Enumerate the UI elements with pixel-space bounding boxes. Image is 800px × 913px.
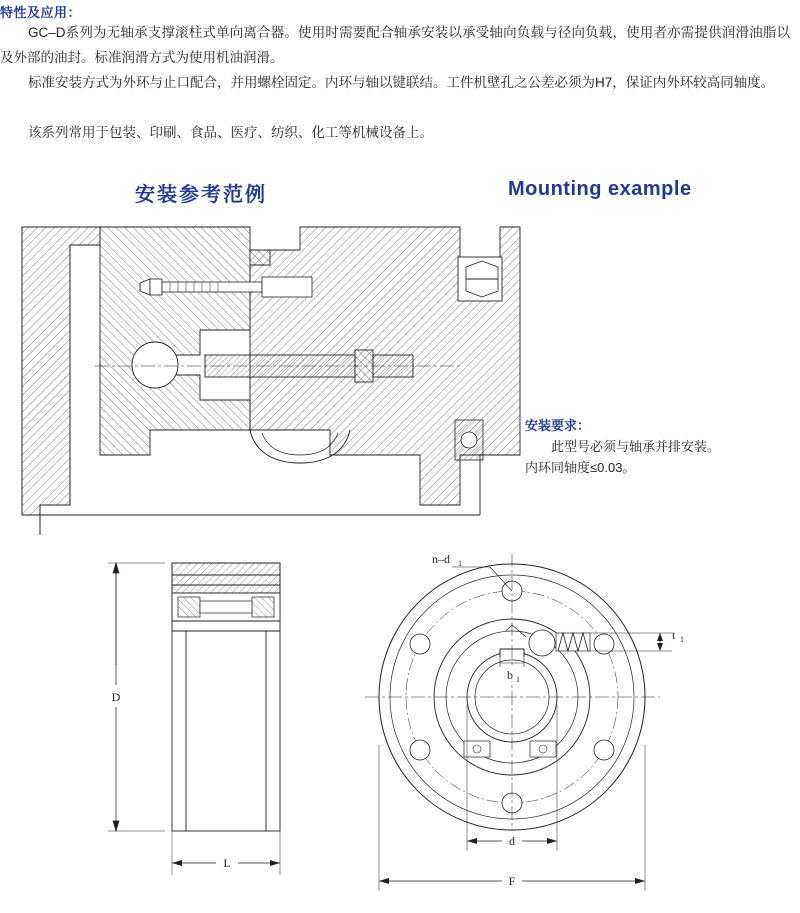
mounting-example-drawing bbox=[0, 205, 540, 535]
label-flange-diameter: F bbox=[508, 874, 516, 888]
label-bore: d bbox=[509, 834, 515, 848]
install-requirement-line2: 内环同轴度≤0.03。 bbox=[525, 460, 636, 475]
mounting-heading-en: Mounting example bbox=[508, 178, 692, 200]
install-requirement-title: 安装要求： bbox=[525, 418, 591, 433]
paragraph-features: GC–D系列为无轴承支撑滚柱式单向离合器。使用时需要配合轴承安装以承受轴向负载与径向负载，使用者亦需提供润滑油脂以及外部的油封。标准润滑方式为使用机油润滑。 bbox=[0, 25, 790, 65]
paragraph-installation: 标准安装方式为外环与止口配合，并用螺栓固定。内环与轴以键联结。工件机壁孔之公差必须为H7，保证内外环较高同轴度。 bbox=[28, 75, 775, 90]
label-bolt-holes-sub: 1 bbox=[458, 559, 462, 568]
label-keyway-width: b bbox=[507, 668, 513, 682]
label-length: L bbox=[223, 856, 231, 870]
paragraph-applications: 该系列常用于包装、印刷、食品、医疗、纺织、化工等机械设备上。 bbox=[28, 125, 433, 140]
label-thickness-sub: 1 bbox=[680, 635, 684, 644]
section-title: 特性及应用： bbox=[0, 5, 82, 20]
label-thickness: t bbox=[672, 628, 676, 642]
install-requirement-line1: 此型号必须与轴承并排安装。 bbox=[551, 439, 721, 454]
dimension-drawing bbox=[60, 545, 800, 910]
label-keyway-width-sub: 1 bbox=[516, 675, 520, 684]
mounting-heading-cn: 安装参考范例 bbox=[135, 184, 267, 206]
label-outer-diameter: D bbox=[111, 690, 121, 704]
label-bolt-holes: n–d bbox=[432, 552, 450, 566]
